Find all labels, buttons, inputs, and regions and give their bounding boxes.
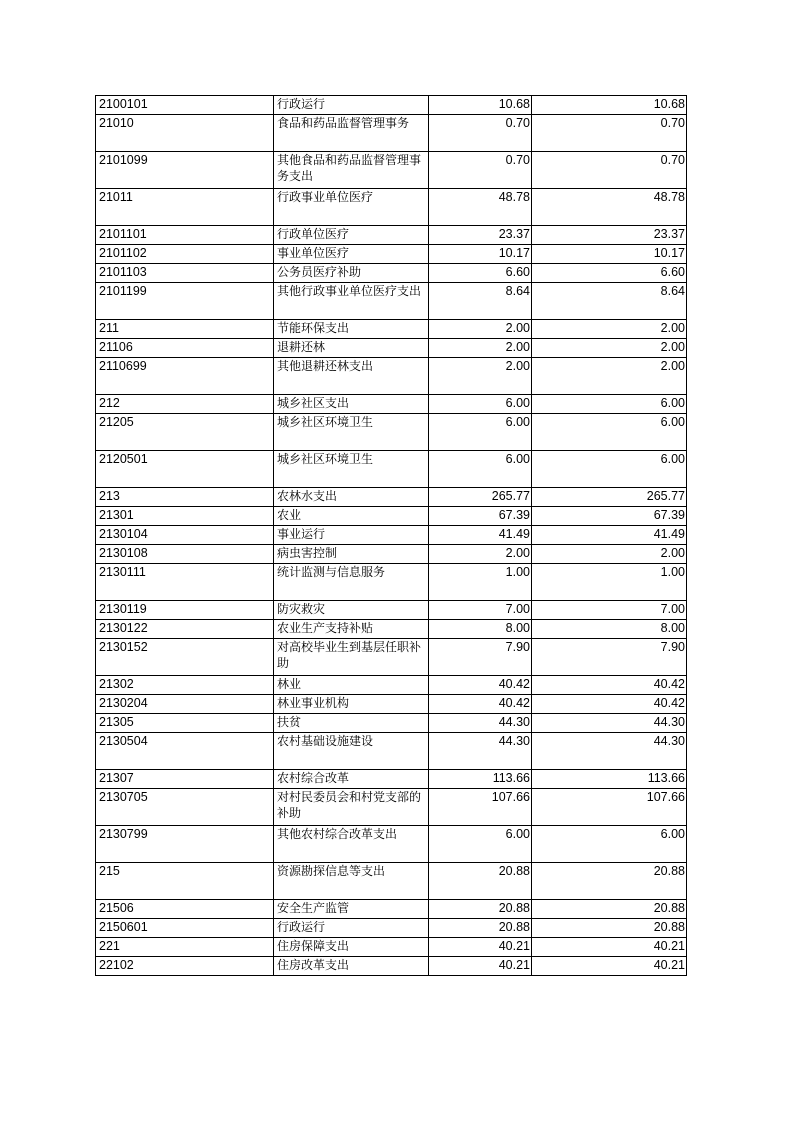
amount-cell: 10.17 xyxy=(429,245,532,264)
amount-cell: 6.00 xyxy=(429,826,532,863)
account-code-cell: 21011 xyxy=(96,189,274,226)
table-row xyxy=(96,938,687,957)
item-name-cell: 农业 xyxy=(274,507,429,526)
account-code-cell: 221 xyxy=(96,938,274,957)
table-row xyxy=(96,900,687,919)
table-row xyxy=(96,526,687,545)
item-name-cell: 安全生产监管 xyxy=(274,900,429,919)
table-row xyxy=(96,358,687,395)
item-name-cell: 行政单位医疗 xyxy=(274,226,429,245)
table-row xyxy=(96,695,687,714)
item-name-cell: 农村综合改革 xyxy=(274,770,429,789)
account-code-cell: 2110699 xyxy=(96,358,274,395)
amount-cell: 40.21 xyxy=(429,957,532,976)
item-name-cell: 林业事业机构 xyxy=(274,695,429,714)
table-row xyxy=(96,639,687,676)
table-row xyxy=(96,957,687,976)
item-name-cell: 农业生产支持补贴 xyxy=(274,620,429,639)
amount-cell: 7.90 xyxy=(429,639,532,676)
amount-cell: 1.00 xyxy=(429,564,532,601)
total-cell: 0.70 xyxy=(532,152,687,189)
item-name-cell: 行政运行 xyxy=(274,96,429,115)
amount-cell: 2.00 xyxy=(429,339,532,358)
amount-cell: 265.77 xyxy=(429,488,532,507)
amount-cell: 23.37 xyxy=(429,226,532,245)
item-name-cell: 城乡社区环境卫生 xyxy=(274,414,429,451)
total-cell: 20.88 xyxy=(532,863,687,900)
account-code-cell: 22102 xyxy=(96,957,274,976)
amount-cell: 8.00 xyxy=(429,620,532,639)
total-cell: 20.88 xyxy=(532,919,687,938)
account-code-cell: 2150601 xyxy=(96,919,274,938)
amount-cell: 40.42 xyxy=(429,695,532,714)
table-row xyxy=(96,320,687,339)
table-row xyxy=(96,152,687,189)
amount-cell: 48.78 xyxy=(429,189,532,226)
total-cell: 1.00 xyxy=(532,564,687,601)
amount-cell: 107.66 xyxy=(429,789,532,826)
account-code-cell: 2101103 xyxy=(96,264,274,283)
account-code-cell: 2130111 xyxy=(96,564,274,601)
item-name-cell: 城乡社区支出 xyxy=(274,395,429,414)
total-cell: 113.66 xyxy=(532,770,687,789)
item-name-cell: 退耕还林 xyxy=(274,339,429,358)
item-name-cell: 防灾救灾 xyxy=(274,601,429,620)
account-code-cell: 2101199 xyxy=(96,283,274,320)
table-row xyxy=(96,189,687,226)
total-cell: 48.78 xyxy=(532,189,687,226)
amount-cell: 40.21 xyxy=(429,938,532,957)
account-code-cell: 2101101 xyxy=(96,226,274,245)
amount-cell: 113.66 xyxy=(429,770,532,789)
total-cell: 20.88 xyxy=(532,900,687,919)
table-row xyxy=(96,564,687,601)
amount-cell: 40.42 xyxy=(429,676,532,695)
total-cell: 7.90 xyxy=(532,639,687,676)
item-name-cell: 其他退耕还林支出 xyxy=(274,358,429,395)
account-code-cell: 2130799 xyxy=(96,826,274,863)
total-cell: 7.00 xyxy=(532,601,687,620)
total-cell: 23.37 xyxy=(532,226,687,245)
total-cell: 40.21 xyxy=(532,957,687,976)
total-cell: 6.60 xyxy=(532,264,687,283)
item-name-cell: 事业单位医疗 xyxy=(274,245,429,264)
total-cell: 8.00 xyxy=(532,620,687,639)
budget-table xyxy=(95,95,687,976)
amount-cell: 2.00 xyxy=(429,320,532,339)
account-code-cell: 212 xyxy=(96,395,274,414)
amount-cell: 8.64 xyxy=(429,283,532,320)
amount-cell: 6.00 xyxy=(429,414,532,451)
total-cell: 6.00 xyxy=(532,451,687,488)
total-cell: 6.00 xyxy=(532,414,687,451)
amount-cell: 67.39 xyxy=(429,507,532,526)
item-name-cell: 对高校毕业生到基层任职补助 xyxy=(274,639,429,676)
amount-cell: 44.30 xyxy=(429,733,532,770)
table-row xyxy=(96,714,687,733)
account-code-cell: 2100101 xyxy=(96,96,274,115)
account-code-cell: 2101099 xyxy=(96,152,274,189)
amount-cell: 41.49 xyxy=(429,526,532,545)
table-row xyxy=(96,601,687,620)
table-row xyxy=(96,115,687,152)
account-code-cell: 211 xyxy=(96,320,274,339)
amount-cell: 6.00 xyxy=(429,395,532,414)
item-name-cell: 节能环保支出 xyxy=(274,320,429,339)
table-row xyxy=(96,283,687,320)
table-row xyxy=(96,96,687,115)
table-row xyxy=(96,676,687,695)
total-cell: 2.00 xyxy=(532,358,687,395)
account-code-cell: 21506 xyxy=(96,900,274,919)
total-cell: 44.30 xyxy=(532,733,687,770)
amount-cell: 2.00 xyxy=(429,545,532,564)
table-row xyxy=(96,245,687,264)
amount-cell: 7.00 xyxy=(429,601,532,620)
item-name-cell: 病虫害控制 xyxy=(274,545,429,564)
amount-cell: 2.00 xyxy=(429,358,532,395)
total-cell: 8.64 xyxy=(532,283,687,320)
total-cell: 41.49 xyxy=(532,526,687,545)
total-cell: 265.77 xyxy=(532,488,687,507)
total-cell: 40.42 xyxy=(532,676,687,695)
budget-table-body xyxy=(96,96,687,976)
account-code-cell: 2130504 xyxy=(96,733,274,770)
amount-cell: 6.00 xyxy=(429,451,532,488)
item-name-cell: 对村民委员会和村党支部的补助 xyxy=(274,789,429,826)
total-cell: 6.00 xyxy=(532,826,687,863)
table-row xyxy=(96,414,687,451)
total-cell: 107.66 xyxy=(532,789,687,826)
account-code-cell: 2130104 xyxy=(96,526,274,545)
table-row xyxy=(96,488,687,507)
account-code-cell: 21305 xyxy=(96,714,274,733)
total-cell: 44.30 xyxy=(532,714,687,733)
account-code-cell: 21205 xyxy=(96,414,274,451)
item-name-cell: 统计监测与信息服务 xyxy=(274,564,429,601)
item-name-cell: 资源勘探信息等支出 xyxy=(274,863,429,900)
account-code-cell: 213 xyxy=(96,488,274,507)
account-code-cell: 2101102 xyxy=(96,245,274,264)
total-cell: 40.42 xyxy=(532,695,687,714)
item-name-cell: 住房保障支出 xyxy=(274,938,429,957)
amount-cell: 0.70 xyxy=(429,115,532,152)
total-cell: 10.68 xyxy=(532,96,687,115)
item-name-cell: 行政事业单位医疗 xyxy=(274,189,429,226)
account-code-cell: 215 xyxy=(96,863,274,900)
item-name-cell: 住房改革支出 xyxy=(274,957,429,976)
table-row xyxy=(96,451,687,488)
table-row xyxy=(96,733,687,770)
item-name-cell: 公务员医疗补助 xyxy=(274,264,429,283)
total-cell: 2.00 xyxy=(532,320,687,339)
account-code-cell: 2130705 xyxy=(96,789,274,826)
item-name-cell: 事业运行 xyxy=(274,526,429,545)
total-cell: 0.70 xyxy=(532,115,687,152)
account-code-cell: 2130122 xyxy=(96,620,274,639)
amount-cell: 20.88 xyxy=(429,863,532,900)
item-name-cell: 林业 xyxy=(274,676,429,695)
amount-cell: 0.70 xyxy=(429,152,532,189)
item-name-cell: 其他农村综合改革支出 xyxy=(274,826,429,863)
account-code-cell: 2130108 xyxy=(96,545,274,564)
amount-cell: 20.88 xyxy=(429,900,532,919)
account-code-cell: 21010 xyxy=(96,115,274,152)
table-row xyxy=(96,507,687,526)
account-code-cell: 2130119 xyxy=(96,601,274,620)
item-name-cell: 食品和药品监督管理事务 xyxy=(274,115,429,152)
table-row xyxy=(96,789,687,826)
item-name-cell: 农村基础设施建设 xyxy=(274,733,429,770)
item-name-cell: 扶贫 xyxy=(274,714,429,733)
total-cell: 6.00 xyxy=(532,395,687,414)
account-code-cell: 21307 xyxy=(96,770,274,789)
account-code-cell: 2120501 xyxy=(96,451,274,488)
account-code-cell: 21106 xyxy=(96,339,274,358)
amount-cell: 44.30 xyxy=(429,714,532,733)
total-cell: 2.00 xyxy=(532,339,687,358)
table-row xyxy=(96,339,687,358)
account-code-cell: 21302 xyxy=(96,676,274,695)
table-row xyxy=(96,826,687,863)
table-row xyxy=(96,919,687,938)
table-row xyxy=(96,770,687,789)
total-cell: 40.21 xyxy=(532,938,687,957)
amount-cell: 6.60 xyxy=(429,264,532,283)
account-code-cell: 2130152 xyxy=(96,639,274,676)
amount-cell: 20.88 xyxy=(429,919,532,938)
table-row xyxy=(96,395,687,414)
table-row xyxy=(96,264,687,283)
account-code-cell: 21301 xyxy=(96,507,274,526)
amount-cell: 10.68 xyxy=(429,96,532,115)
item-name-cell: 其他行政事业单位医疗支出 xyxy=(274,283,429,320)
item-name-cell: 城乡社区环境卫生 xyxy=(274,451,429,488)
total-cell: 10.17 xyxy=(532,245,687,264)
item-name-cell: 其他食品和药品监督管理事务支出 xyxy=(274,152,429,189)
table-row xyxy=(96,545,687,564)
table-row xyxy=(96,226,687,245)
item-name-cell: 行政运行 xyxy=(274,919,429,938)
total-cell: 67.39 xyxy=(532,507,687,526)
account-code-cell: 2130204 xyxy=(96,695,274,714)
table-row xyxy=(96,863,687,900)
item-name-cell: 农林水支出 xyxy=(274,488,429,507)
table-row xyxy=(96,620,687,639)
total-cell: 2.00 xyxy=(532,545,687,564)
